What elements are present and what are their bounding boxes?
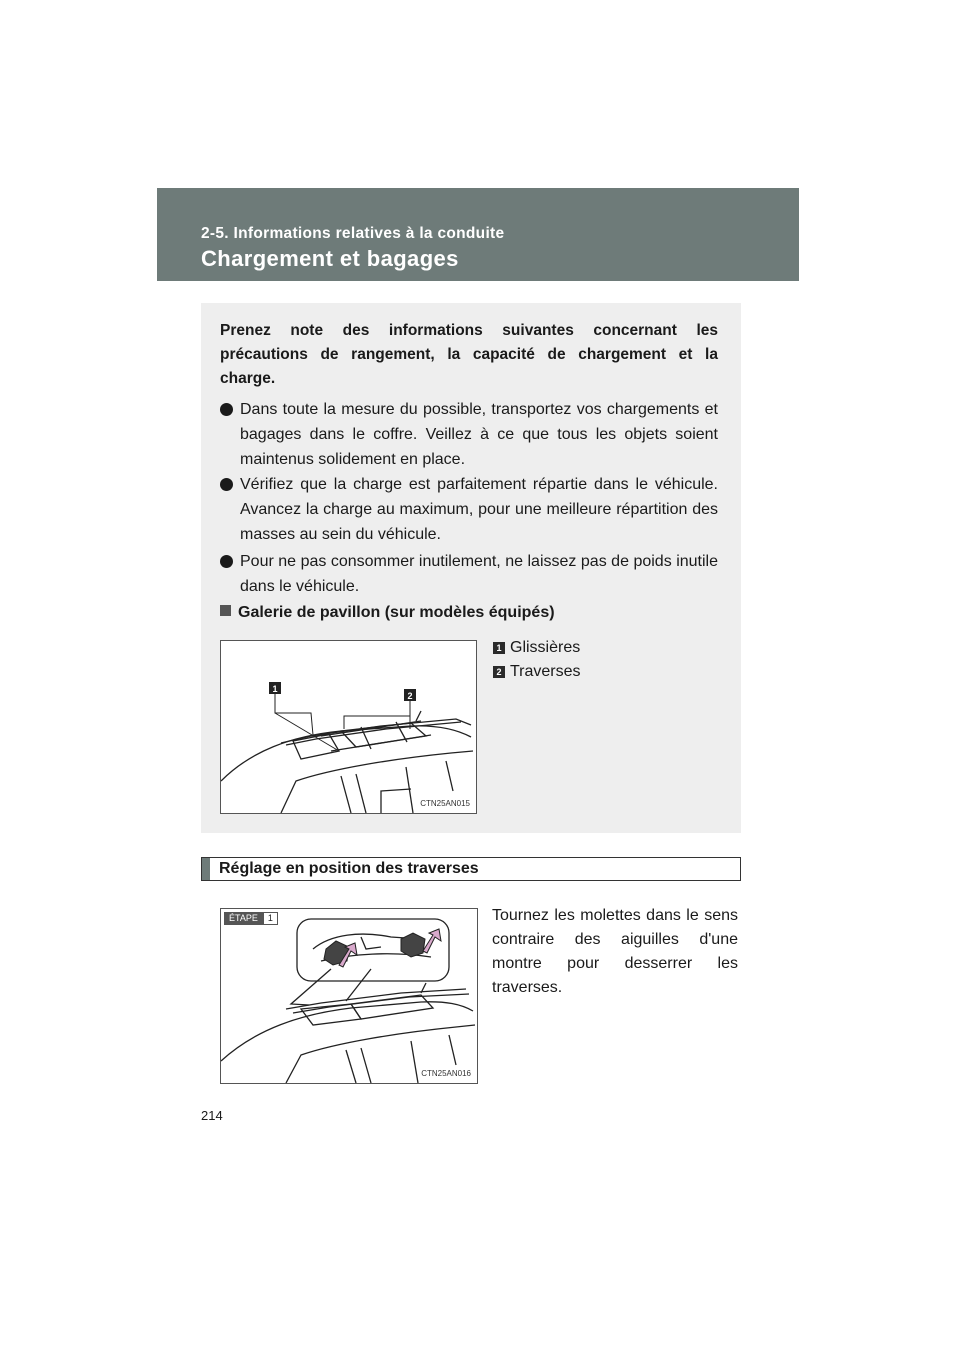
intro-line: Prenez note des informations suivantes concernant les	[220, 322, 718, 339]
legend-label: Glissières	[510, 639, 581, 656]
chapter-header	[157, 188, 799, 281]
crossbar-adjust-figure	[220, 908, 478, 1084]
legend-number: 1	[493, 642, 505, 654]
page-title: Chargement et bagages	[201, 246, 459, 271]
square-bullet-icon	[220, 605, 231, 616]
roof-rack-figure	[220, 640, 477, 814]
roof-rack-illustration	[221, 641, 476, 813]
bullet-text: Pour ne pas consommer inutilement, ne laissez pas de poids inutile dans le véhicule.	[240, 553, 718, 595]
intro-line: précautions de rangement, la capacité de chargement et la	[220, 346, 718, 363]
section-heading	[201, 857, 741, 881]
bullet-item	[220, 472, 718, 547]
svg-text:1: 1	[272, 684, 278, 694]
step-number: 1	[263, 912, 278, 925]
crossbar-illustration	[221, 909, 477, 1083]
figure-code: CTN25AN016	[421, 1069, 471, 1078]
legend-label: Traverses	[510, 663, 581, 680]
legend-number: 2	[493, 666, 505, 678]
section-label: 2-5. Informations relatives à la conduite	[201, 225, 505, 242]
roof-rack-subheading: Galerie de pavillon (sur modèles équipés)	[220, 604, 555, 622]
bullet-text: Dans toute la mesure du possible, transportez vos chargements et bagages dans le coffre. Veillez à ce que tous les objets soient maintenus solidement en place.	[240, 401, 718, 468]
section-accent	[202, 858, 210, 880]
step-badge	[224, 912, 278, 925]
legend-item	[493, 639, 580, 657]
intro-text	[220, 319, 718, 391]
legend-item	[493, 663, 581, 681]
bullet-text: Vérifiez que la charge est parfaitement répartie dans le véhicule. Avancez la charge au maximum, pour une meilleure répartition des masses au sein du véhicule.	[240, 476, 718, 543]
step-instruction: Tournez les molettes dans le sens contraire des aiguilles d'une montre pour desserrer les traverses.	[492, 907, 738, 996]
figure-code: CTN25AN015	[420, 799, 470, 808]
bullet-icon	[220, 555, 233, 568]
page-number: 214	[201, 1108, 223, 1123]
bullet-icon	[220, 478, 233, 491]
step-label: ÉTAPE	[224, 912, 263, 925]
bullet-icon	[220, 403, 233, 416]
intro-line: charge.	[220, 370, 276, 387]
bullet-item	[220, 549, 718, 599]
svg-text:2: 2	[407, 691, 413, 701]
info-box	[201, 303, 741, 833]
section-title: Réglage en position des traverses	[219, 860, 479, 877]
bullet-item	[220, 397, 718, 472]
